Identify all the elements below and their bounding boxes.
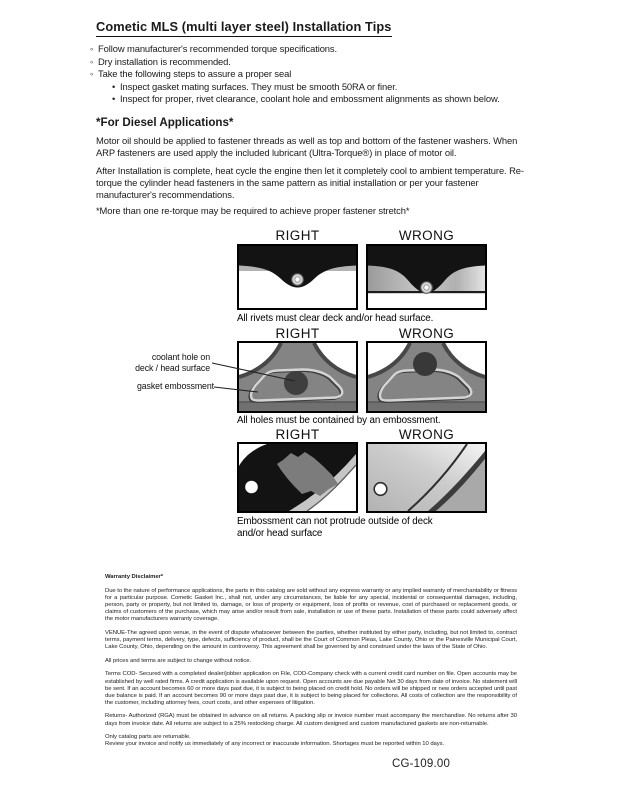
wrong-label: WRONG [398,427,455,442]
figure-rivet-clearance [237,228,497,330]
bullet-icon: ◦ [90,68,94,80]
hole-wrong-diagram [366,341,487,413]
bullet-icon: ◦ [90,43,94,54]
rivet-wrong-diagram [366,244,487,310]
rivet-right-art [239,246,356,308]
figure-caption: Embossment can not protrude outside of deck and/or head surface [237,516,433,539]
gasket-embossment-label: gasket embossment [136,381,214,391]
warranty-paragraph: Returns- Authorized (RGA) must be obtained in advance on all returns. A packing slip or invoice number must accompany the merchandise. No returns after 30 days from invoice date. All returns are subject to a 25% restocking charge. All custom designed and custom manufactured gaskets are non-returnable. [105,713,517,727]
figure-hole-embossment [237,326,497,426]
retorque-note: *More than one re-torque may be required to achieve proper fastener stretch* [96,205,410,216]
tip-item [88,81,558,94]
tip-item [88,93,558,106]
wrong-label: WRONG [398,326,455,341]
page-title: Cometic MLS (multi layer steel) Installation Tips [96,19,392,37]
warranty-paragraph: VENUE-The agreed upon venue, in the event of dispute whatsoever between the parties, whether instituted by either party, including, but not limited to, contract terms, payment terms, delivery, type, defects, sufficiency of product, shall be the Court of Common Pleas, Lake County, Ohio or the Painesville Municipal Court, Lake County, Ohio, depending on the amount in controversy. This agreement shall be governed by and construed under the laws of the State of Ohio. [105,630,517,651]
protrusion-wrong-art [368,444,485,511]
right-label: RIGHT [275,427,320,442]
right-label: RIGHT [275,326,320,341]
figure-caption: All holes must be contained by an embossment. [237,415,441,426]
bullet-icon: • [112,93,116,105]
warranty-paragraph: Due to the nature of performance applications, the parts in this catalog are sold without any express warranty or any implied warranty of merchantability or fitness for a particular purpose. Cometic Gasket Inc., shall not, under any circumstances, be liable for any special, incidental or consequential damages, including, person, party or property, but not limited to, damage, or loss of property or equipment, loss of profits or revenue, cost of purchased or replacement goods, or claims of customers of the purchase, which may arise and/or result from sale, installation or use of these parts. Installation of these parts could adversely affect the motor manufacturers warranty coverage. [105,588,517,623]
rivet-right-diagram [237,244,358,310]
bolt-hole [245,481,258,494]
tip-text: Follow manufacturer's recommended torque specifications. [98,43,338,54]
hole-right-diagram [237,341,358,413]
coolant-hole-label: coolant hole on deck / head surface [135,352,210,373]
figure-embossment-protrusion [237,427,497,545]
tip-text: Dry installation is recommended. [98,55,231,67]
warranty-paragraph: Review your invoice and notify us immediately of any incorrect or inaccurate information. Shortages must be reported within 10 days. [105,741,445,748]
warranty-paragraph: Terms COD- Secured with a completed dealer/jobber application on File, COD-Company check with a current credit card number on file. Open accounts may be established by well rated firms. A credit application is available upon request. Open accounts are due payable Net 30 days from date of invoice. No statement will be sent. If an account becomes 60 or more days past due, it is subject to being placed on credit hold. No orders will be shipped or new orders accepted until past due balance is paid. If an account becomes 90 or more days past due, it is subject to being placed for collections. All costs of collection are the responsibility of the customer, including attorney fees, court costs, and other expenses of litigation. [105,671,517,706]
tip-text: Inspect for proper, rivet clearance, coolant hole and embossment alignments as shown below. [120,93,500,105]
diesel-paragraph-1: Motor oil should be applied to fastener threads as well as top and bottom of the fastener washers. When ARP fasteners are used apply the included lubricant (Ultra-Torque®) in place of motor oil. [96,135,518,159]
tip-item [88,56,558,69]
tip-item [88,43,558,56]
tip-item [88,68,558,81]
right-label: RIGHT [275,228,320,243]
protrusion-right-diagram [237,442,358,513]
wrong-label: WRONG [398,228,455,243]
installation-tips-list [88,43,558,106]
warranty-disclaimer [105,574,517,748]
bullet-icon: ◦ [90,55,94,67]
diesel-paragraph-2: After Installation is complete, heat cycle the engine then let it completely cool to ambient temperature. Re-torque the cylinder head fasteners in the same pattern as initial installation or per your fastener manufacturer's recommendations. [96,165,524,201]
warranty-paragraph: All prices and terms are subject to change without notice. [105,657,252,664]
bullet-icon: • [112,80,116,92]
tip-text: Inspect gasket mating surfaces. They must be smooth 50RA or finer. [120,80,398,92]
warranty-paragraph: Only catalog parts are returnable. [105,734,191,741]
hole-wrong-art [368,343,485,411]
coolant-hole [284,371,308,395]
tip-text: Take the following steps to assure a proper seal [98,68,292,80]
protrusion-wrong-diagram [366,442,487,513]
coolant-hole [413,352,437,376]
rivet-wrong-art [368,246,485,308]
bolt-hole [374,483,387,496]
doc-code: CG-109.00 [392,758,451,770]
protrusion-right-art [239,444,356,511]
warranty-heading: Warranty Disclaimer* [105,574,164,580]
figure-caption: All rivets must clear deck and/or head surface. [237,313,434,324]
hole-right-art [239,343,356,411]
diesel-applications-heading: *For Diesel Applications* [96,116,234,129]
